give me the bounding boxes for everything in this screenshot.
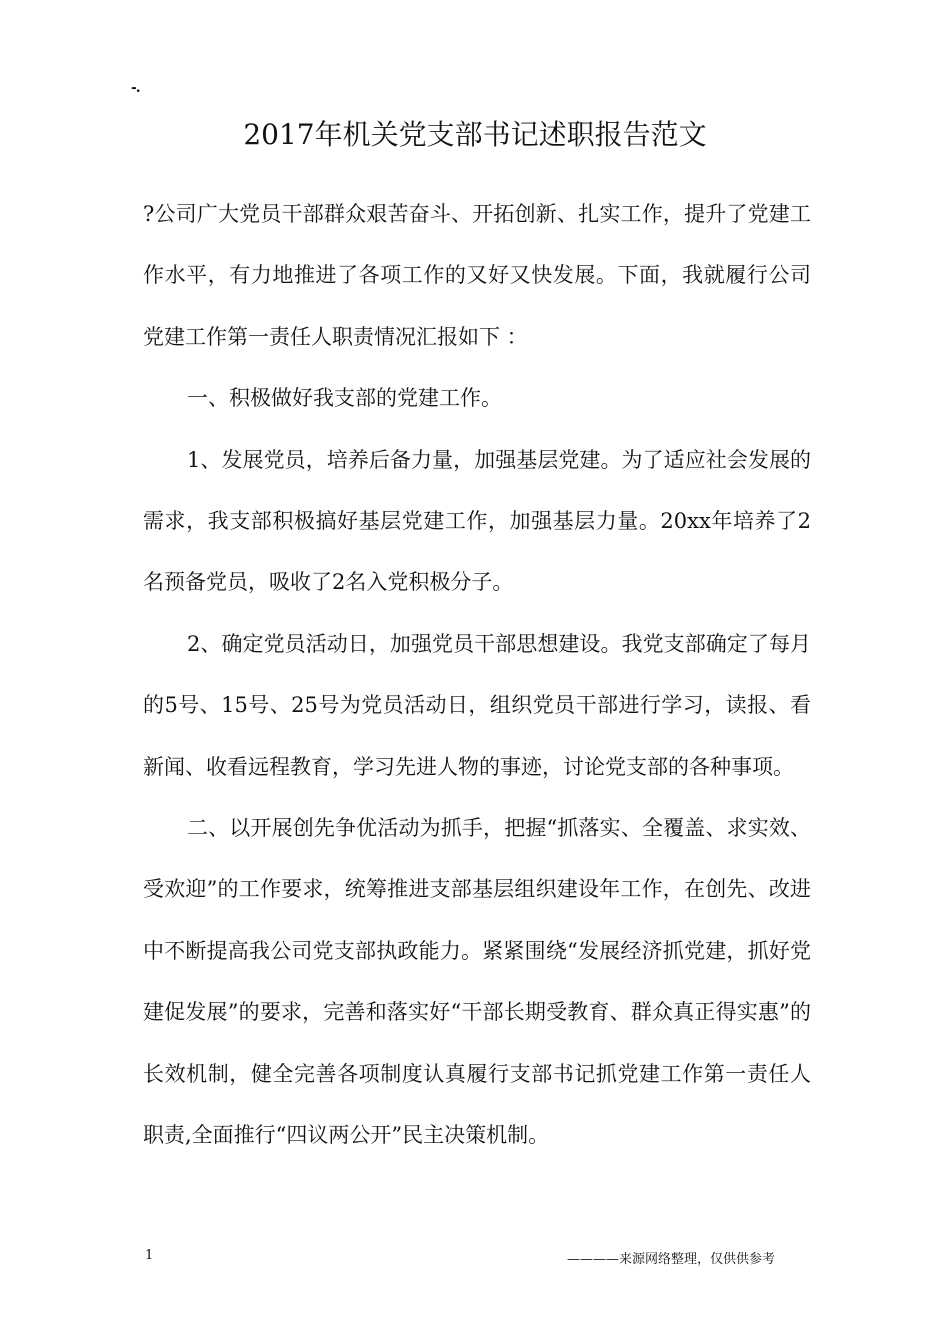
paragraph-item-two: 2、确定党员活动日，加强党员干部思想建设。我党支部确定了每月的5号、15号、25号为党员活动日，组织党员干部进行学习，读报、看新闻、收看远程教育，学习先进人物的事迹，讨论党支部的各种事项。 <box>143 631 811 779</box>
paragraph-section-two: 二、以开展创先争优活动为抓手，把握“抓落实、全覆盖、求实效、受欢迎”的工作要求，统筹推进支部基层组织建设年工作，在创先、改进中不断提高我公司党支部执政能力。紧紧围绕“发展经济抓党建，抓好党建促发展”的要求，完善和落实好“干部长期受教育、群众真正得实惠”的长效机制，健全完善各项制度认真履行支部书记抓党建工作第一责任人职责,全面推行“四议两公开”民主决策机制。 <box>143 816 811 1148</box>
source-note: ————来源网络整理，仅供供参考 <box>566 1252 775 1267</box>
paragraph-intro: ?公司广大党员干部群众艰苦奋斗、开拓创新、扎实工作，提升了党建工作水平，有力地推进了各项工作的又好又快发展。下面，我就履行公司党建工作第一责任人职责情况汇报如下 ： <box>143 202 811 349</box>
paragraph-item-one: 1、发展党员，培养后备力量，加强基层党建。为了适应社会发展的需求，我支部积极搞好基层党建工作，加强基层力量。20xx年培养了2名预备党员，吸收了2名入党积极分子。 <box>143 447 811 595</box>
paragraph-section-one-heading: 一、积极做好我支部的党建工作。 <box>187 386 502 411</box>
page-number: 1 <box>145 1248 154 1263</box>
document-body <box>143 184 811 1167</box>
document-title: 2017年机关党支部书记述职报告范文 <box>243 118 707 151</box>
page-footer <box>0 1240 950 1270</box>
header-corner-mark: -. <box>131 80 140 96</box>
